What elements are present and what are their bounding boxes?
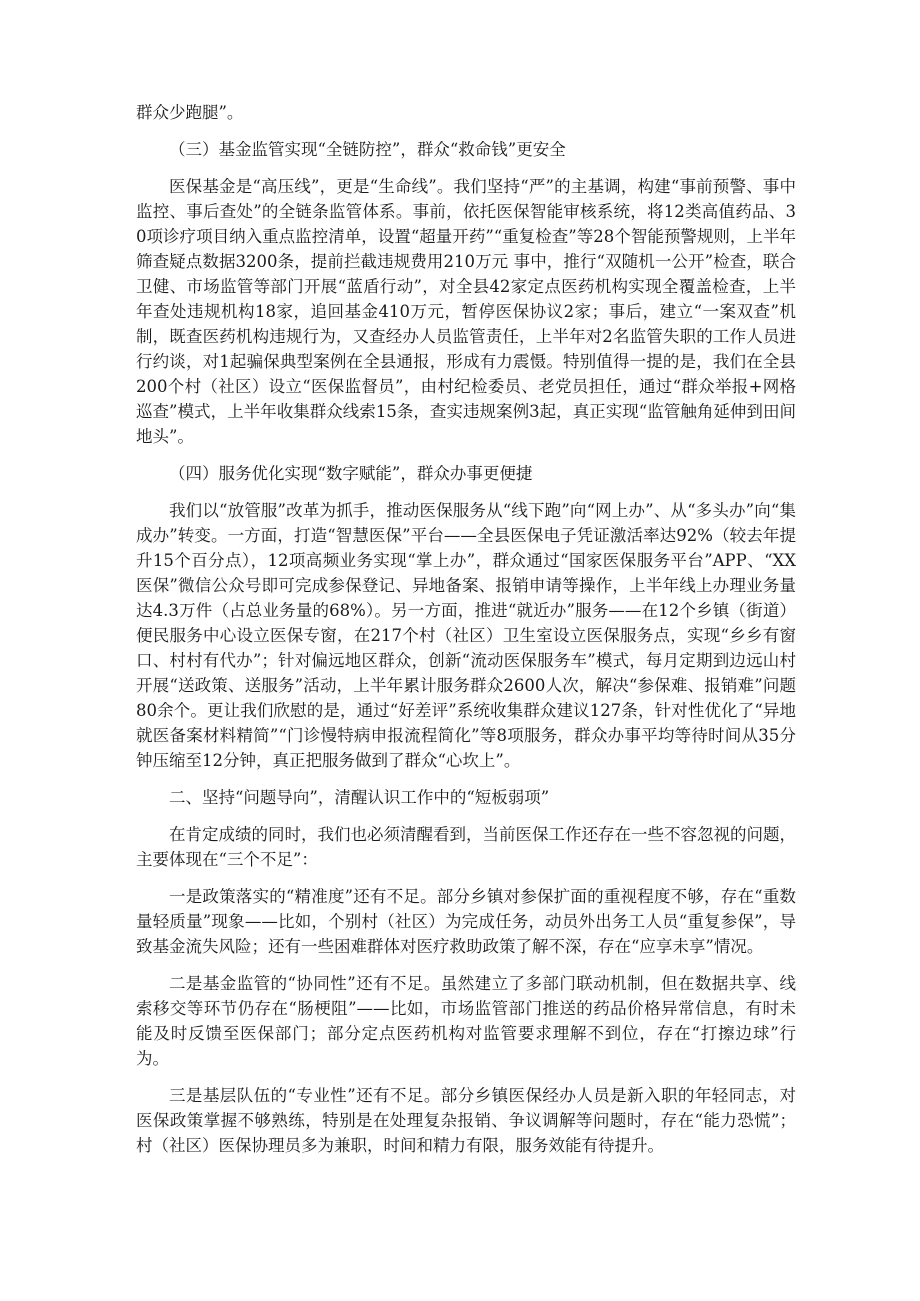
section-heading-service-optimization: （四）服务优化实现“数字赋能”，群众办事更便捷 <box>169 464 533 483</box>
section-heading-fund-supervision: （三）基金监管实现“全链防控”，群众“救命钱”更安全 <box>169 140 566 159</box>
document-page <box>136 100 796 1158</box>
section-heading-problems: 二、坚持“问题导向”，清醒认识工作中的“短板弱项” <box>169 788 550 807</box>
paragraph-problem-two: 二是基金监管的“协同性”还有不足。虽然建立了多部门联动机制，但在数据共享、线索移交等环节仍存在“肠梗阻”——比如，市场监管部门推送的药品价格异常信息，有时未能及时反馈至医保部门；部分定点医药机构对监管要求理解不到位，存在“打擦边球”行为。 <box>136 974 796 1068</box>
paragraph-fund-supervision: 医保基金是“高压线”，更是“生命线”。我们坚持“严”的主基调，构建“事前预警、事中监控、事后查处”的全链条监管体系。事前，依托医保智能审核系统，将12类高值药品、30项诊疗项目纳入重点监控清单，设置“超量开药”“重复检查”等28个智能预警规则，上半年筛查疑点数据3200条，提前拦截违规费用210万元 事中，推行“双随机一公开”检查，联合卫健、市场监管等部门开展“蓝盾行动”，对全县42家定点医药机构实现全覆盖检查，上半年查处违规机构18家，追回基金410万元，暂停医保协议2家；事后，建立“一案双查”机制，既查医药机构违规行为，又查经办人员监管责任，上半年对2名监管失职的工作人员进行约谈，对1起骗保典型案例在全县通报，形成有力震慑。特别值得一提的是，我们在全县200个村（社区）设立“医保监督员”，由村纪检委员、老党员担任，通过“群众举报+网格巡查”模式，上半年收集群众线索15条，查实违规案例3起，真正实现“监管触角延伸到田间地头”。 <box>136 177 796 446</box>
paragraph-continuation: 群众少跑腿”。 <box>136 103 244 122</box>
paragraph-service-optimization: 我们以“放管服”改革为抓手，推动医保服务从“线下跑”向“网上办”、从“多头办”向“集成办”转变。一方面，打造“智慧医保”平台——全县医保电子凭证激活率达92%（较去年提升15个百分点），12项高频业务实现“掌上办”，群众通过“国家医保服务平台”APP、“XX医保”微信公众号即可完成参保登记、异地备案、报销申请等操作，上半年线上办理业务量达4.3万件（占总业务量的68%）。另一方面，推进“就近办”服务——在12个乡镇（街道）便民服务中心设立医保专窗，在217个村（社区）卫生室设立医保服务点，实现“乡乡有窗口、村村有代办”；针对偏远地区群众，创新“流动医保服务车”模式，每月定期到边远山村开展“送政策、送服务”活动，上半年累计服务群众2600人次，解决“参保难、报销难”问题80余个。更让我们欣慰的是，通过“好差评”系统收集群众建议127条，针对性优化了“异地就医备案材料精简”“门诊慢特病申报流程简化”等8项服务，群众办事平均等待时间从35分钟压缩至12分钟，真正把服务做到了群众“心坎上”。 <box>136 501 796 770</box>
paragraph-problem-three: 三是基层队伍的“专业性”还有不足。部分乡镇医保经办人员是新入职的年轻同志，对医保政策掌握不够熟练，特别是在处理复杂报销、争议调解等问题时，存在“能力恐慌”；村（社区）医保协理员多为兼职，时间和精力有限，服务效能有待提升。 <box>136 1086 796 1155</box>
paragraph-problem-one: 一是政策落实的“精准度”还有不足。部分乡镇对参保扩面的重视程度不够，存在“重数量轻质量”现象——比如，个别村（社区）为完成任务，动员外出务工人员“重复参保”，导致基金流失风险；还有一些困难群体对医疗救助政策了解不深，存在“应享未享”情况。 <box>136 887 796 956</box>
paragraph-problems-intro: 在肯定成绩的同时，我们也必须清醒看到，当前医保工作还存在一些不容忽视的问题，主要体现在“三个不足”： <box>136 825 796 869</box>
